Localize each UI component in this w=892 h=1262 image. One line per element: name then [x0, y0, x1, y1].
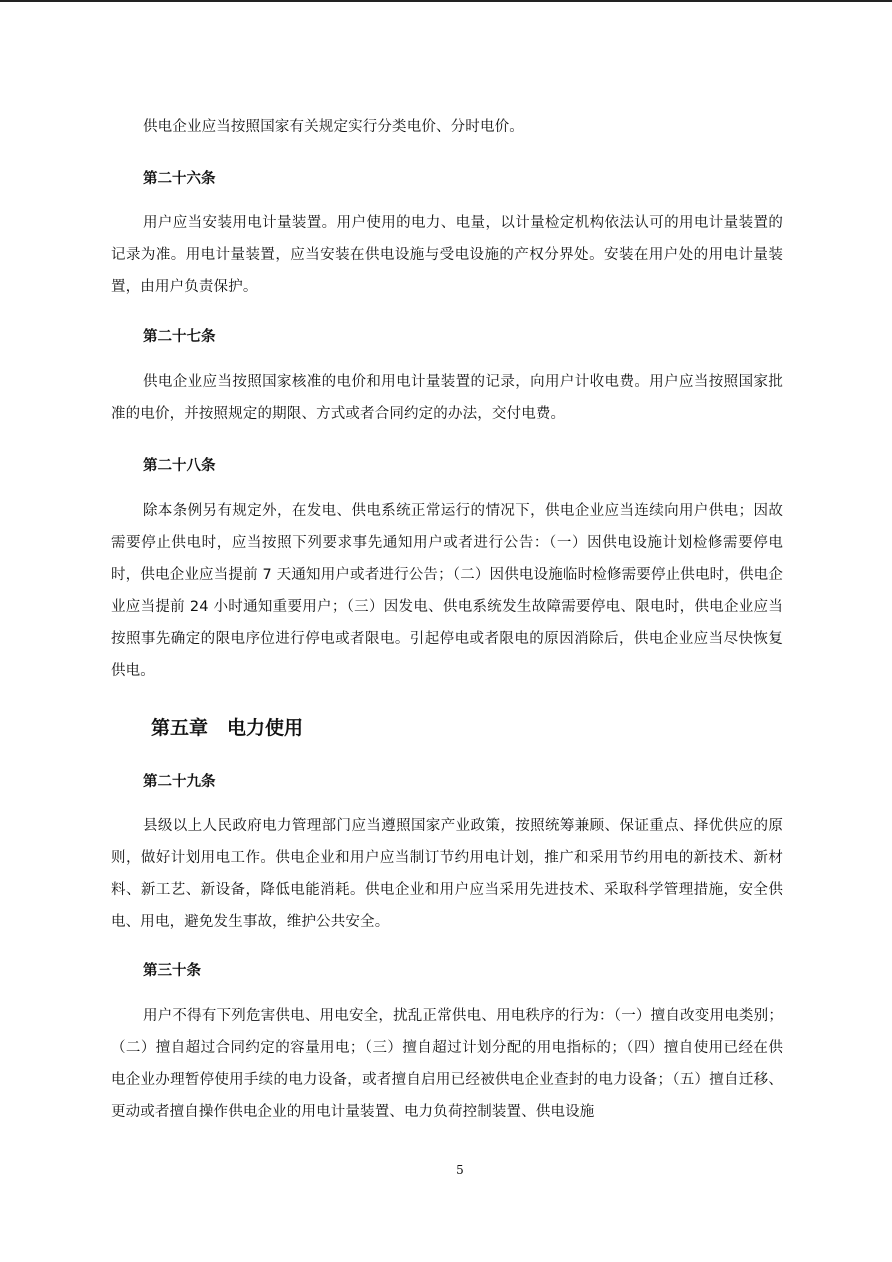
paragraph-article-30: 用户不得有下列危害供电、用电安全，扰乱正常供电、用电秩序的行为：（一）擅自改变用电类别；（二）擅自超过合同约定的容量用电；（三）擅自超过计划分配的用电指标的；（四）擅自使用已经在供电企业办理暂停使用手续的电力设备，或者擅自启用已经被供电企业查封的电力设备；（五）擅自迁移、更动或者擅自操作供电企业的用电计量装置、电力负荷控制装置、供电设施: [111, 1008, 783, 1120]
top-border-line: [0, 0, 892, 2]
article-27-title: 第二十七条: [143, 329, 216, 345]
paragraph-pricing: 供电企业应当按照国家有关规定实行分类电价、分时电价。: [143, 119, 524, 135]
page-number: 5: [456, 1163, 464, 1177]
paragraph-article-26: 用户应当安装用电计量装置。用户使用的电力、电量，以计量检定机构依法认可的用电计量装置的记录为准。用电计量装置，应当安装在供电设施与受电设施的产权分界处。安装在用户处的用电计量装置，由用户负责保护。: [111, 215, 783, 295]
article-30-title: 第三十条: [143, 963, 201, 979]
article-28-title: 第二十八条: [143, 458, 216, 474]
chapter-5-heading: 第五章 电力使用: [151, 717, 304, 739]
paragraph-article-28: 除本条例另有规定外，在发电、供电系统正常运行的情况下，供电企业应当连续向用户供电；因故需要停止供电时，应当按照下列要求事先通知用户或者进行公告：（一）因供电设施计划检修需要停电时，供电企业应当提前 7 天通知用户或者进行公告；（二）因供电设施临时检修需要停止供电时，供电企业应当提前 24 小时通知重要用户；（三）因发电、供电系统发生故障需要停电、限电时，供电企业应当按照事先确定的限电序位进行停电或者限电。引起停电或者限电的原因消除后，供电企业应当尽快恢复供电。: [111, 503, 783, 679]
paragraph-article-27: 供电企业应当按照国家核准的电价和用电计量装置的记录，向用户计收电费。用户应当按照国家批准的电价，并按照规定的期限、方式或者合同约定的办法，交付电费。: [111, 374, 783, 422]
paragraph-article-29: 县级以上人民政府电力管理部门应当遵照国家产业政策，按照统筹兼顾、保证重点、择优供应的原则，做好计划用电工作。供电企业和用户应当制订节约用电计划，推广和采用节约用电的新技术、新材料、新工艺、新设备，降低电能消耗。供电企业和用户应当采用先进技术、采取科学管理措施，安全供电、用电，避免发生事故，维护公共安全。: [111, 818, 783, 930]
article-29-title: 第二十九条: [143, 774, 216, 790]
article-26-title: 第二十六条: [143, 171, 216, 187]
